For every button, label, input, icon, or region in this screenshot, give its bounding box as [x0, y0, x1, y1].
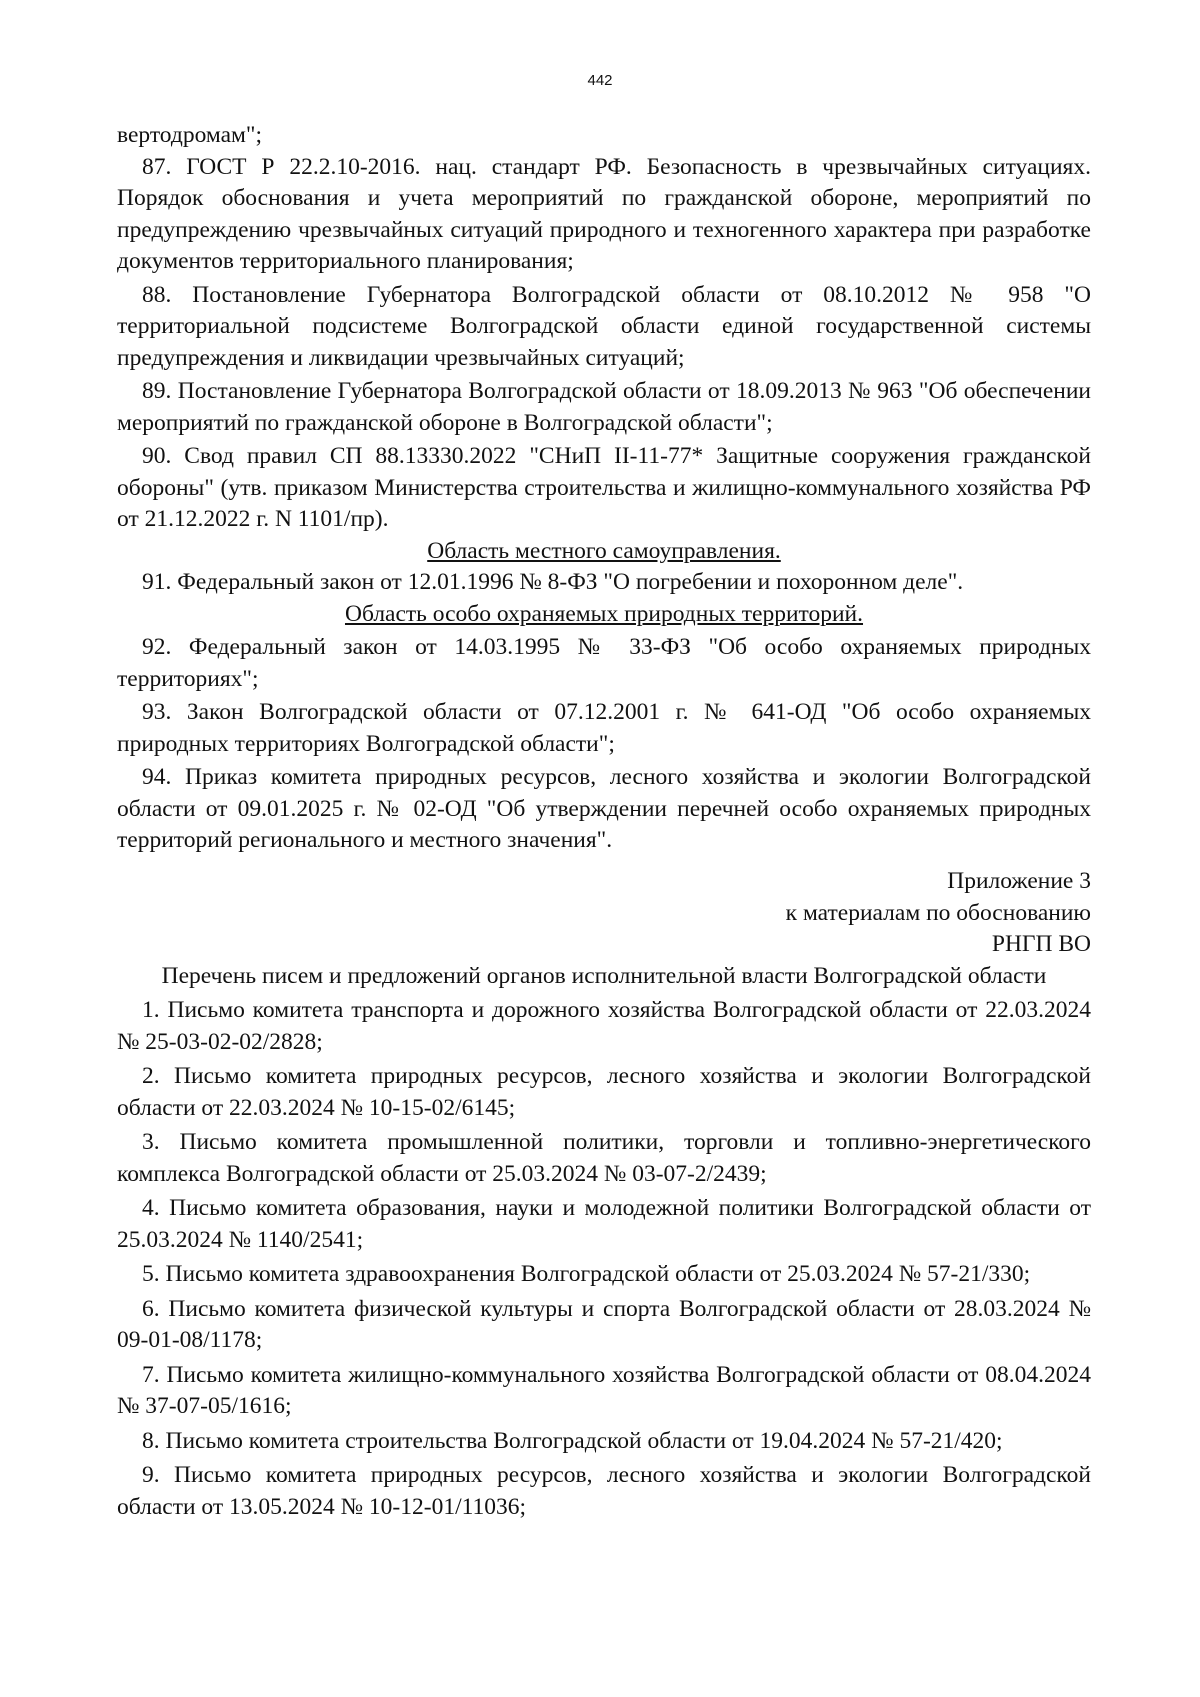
paragraph-continuation: вертодромам"; [117, 122, 263, 148]
list-item: 88. Постановление Губернатора Волгоградской области от 08.10.2012 № 958 "О территориальной подсистеме Волгоградской области единой государственной системы предупреждения и ликвидации чрезвычайных ситуаций; [117, 281, 1091, 371]
list-item: 94. Приказ комитета природных ресурсов, лесного хозяйства и экологии Волгоградской области от 09.01.2025 г. № 02-ОД "Об утверждении перечней особо охраняемых природных территорий регионального и местного значения". [117, 764, 1091, 853]
list-item: 92. Федеральный закон от 14.03.1995 № 33-ФЗ "Об особо охраняемых природных территориях"; [117, 634, 1091, 692]
section-regulations [117, 120, 1091, 857]
letter-item: 7. Письмо комитета жилищно-коммунального хозяйства Волгоградской области от 08.04.2024 № 37-07-05/1616; [117, 1361, 1091, 1419]
letter-item: 8. Письмо комитета строительства Волгоградской области от 19.04.2024 № 57-21/420; [142, 1427, 1003, 1454]
list-item: 93. Закон Волгоградской области от 07.12.2001 г. № 641-ОД "Об особо охраняемых природных территориях Волгоградской области"; [117, 699, 1091, 757]
section-heading-protected-areas: Область особо охраняемых природных территорий. [344, 600, 864, 627]
appendix-abbreviation: РНГП ВО [991, 931, 1091, 957]
letter-item: 4. Письмо комитета образования, науки и молодежной политики Волгоградской области от 25.03.2024 № 1140/2541; [117, 1195, 1091, 1253]
list-item: 87. ГОСТ Р 22.2.10-2016. нац. стандарт РФ. Безопасность в чрезвычайных ситуациях. Порядок обоснования и учета мероприятий по гражданской обороне, мероприятий по предупреждению чрезвычайных ситуаций природного и техногенного характера при разработке документов территориального планирования; [117, 153, 1091, 274]
appendix-subtitle: к материалам по обоснованию [785, 899, 1091, 926]
list-item: 91. Федеральный закон от 12.01.1996 № 8-ФЗ "О погребении и похоронном деле". [142, 569, 964, 595]
letter-item: 9. Письмо комитета природных ресурсов, лесного хозяйства и экологии Волгоградской области от 13.05.2024 № 10-12-01/11036; [117, 1462, 1091, 1520]
letter-item: 2. Письмо комитета природных ресурсов, лесного хозяйства и экологии Волгоградской области от 22.03.2024 № 10-15-02/6145; [117, 1063, 1091, 1121]
appendix-title: Перечень писем и предложений органов исполнительной власти Волгоградской области [161, 962, 1047, 989]
letter-item: 6. Письмо комитета физической культуры и спорта Волгоградской области от 28.03.2024 № 09-01-08/1178; [117, 1295, 1091, 1353]
list-item: 89. Постановление Губернатора Волгоградской области от 18.09.2013 № 963 "Об обеспечении мероприятий по гражданской обороне в Волгоградской области"; [117, 378, 1091, 436]
page-number: 442 [587, 72, 613, 89]
letter-item: 1. Письмо комитета транспорта и дорожного хозяйства Волгоградской области от 22.03.2024 № 25-03-02-02/2828; [117, 997, 1091, 1055]
letter-item: 3. Письмо комитета промышленной политики, торговли и топливно-энергетического комплекса Волгоградской области от 25.03.2024 № 03-07-2/2439; [117, 1129, 1091, 1187]
letter-item: 5. Письмо комитета здравоохранения Волгоградской области от 25.03.2024 № 57-21/330; [142, 1261, 1031, 1287]
list-item: 90. Свод правил СП 88.13330.2022 "СНиП II-11-77* Защитные сооружения гражданской обороны" (утв. приказом Министерства строительства и жилищно-коммунального хозяйства РФ от 21.12.2022 г. N 1101/пр). [117, 443, 1091, 532]
section-heading-local-government: Область местного самоуправления. [427, 537, 781, 564]
appendix-label: Приложение 3 [947, 868, 1091, 894]
section-appendix [117, 866, 1091, 1523]
